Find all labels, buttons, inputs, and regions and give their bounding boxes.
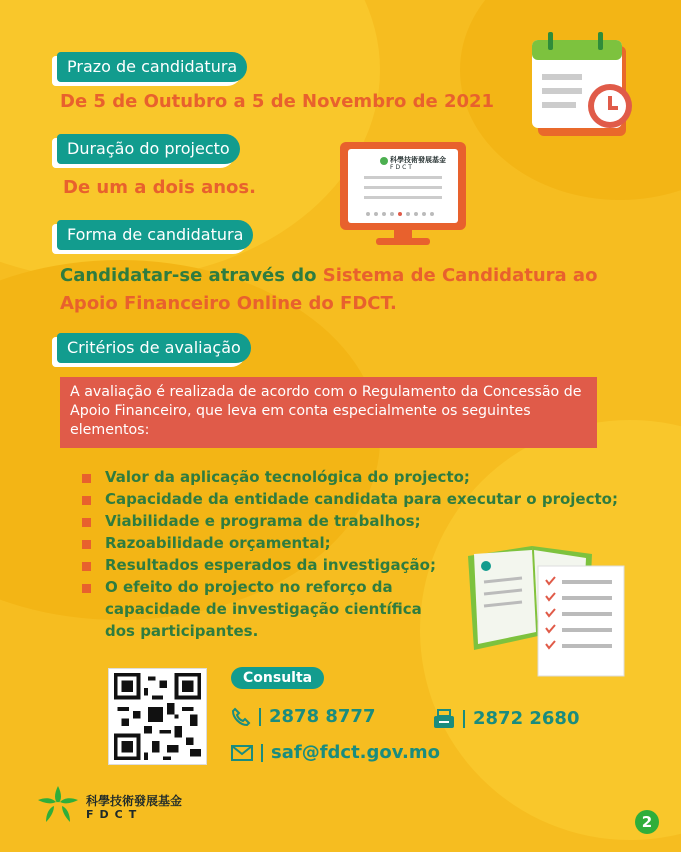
list-item: Viabilidade e programa de trabalhos; [80,510,640,532]
qr-code[interactable] [108,668,207,765]
forma-prefix: Candidatar-se através do [60,265,323,286]
email-row [231,742,440,763]
logo-name: 科學技術發展基金 [86,794,183,808]
mail-icon [231,744,253,762]
logo-abbr: FDCT [86,808,143,821]
fax-number: 2872 2680 [473,708,580,729]
phone-number[interactable]: 2878 8777 [269,706,376,727]
list-item: O efeito do projecto no reforço da capacidade de investigação científica dos participantes. [80,576,435,642]
section-title-duracao: Duração do projecto [57,134,240,164]
list-item: Capacidade da entidade candidata para executar o projecto; [80,488,640,510]
section-title-prazo: Prazo de candidatura [57,52,247,82]
phone-icon [231,707,251,727]
section-title-criterios: Critérios de avaliação [57,333,251,363]
consulta-badge: Consulta [231,667,324,689]
book-checklist-icon [462,540,632,680]
phone-row [231,706,375,727]
page-number: 2 [635,810,659,834]
calendar-clock-icon [528,30,644,140]
list-item: Razoabilidade orçamental; [80,532,640,554]
forma-value [60,262,620,318]
monitor-logo-abbr: FDCT [390,164,414,171]
criterios-intro: A avaliação é realizada de acordo com o Regulamento da Concessão de Apoio Financeiro, que leva em conta especialmente os seguintes elementos: [60,377,597,448]
forma-suffix: . [390,293,397,314]
list-item: Valor da aplicação tecnológica do projecto; [80,466,640,488]
list-item: Resultados esperados da investigação; [80,554,640,576]
forma-highlight: Sistema de Candidatura ao Apoio Financeiro Online do FDCT [60,265,598,314]
fax-icon [433,709,455,729]
prazo-value: De 5 de Outubro a 5 de Novembro de 2021 [60,91,495,112]
section-title-forma: Forma de candidatura [57,220,253,250]
monitor-logo-text: 科學技術發展基金 [390,156,446,164]
email-link[interactable]: saf@fdct.gov.mo [271,742,440,763]
fdct-logo-icon [36,784,80,824]
duracao-value: De um a dois anos. [63,177,256,198]
fax-row [433,708,579,729]
